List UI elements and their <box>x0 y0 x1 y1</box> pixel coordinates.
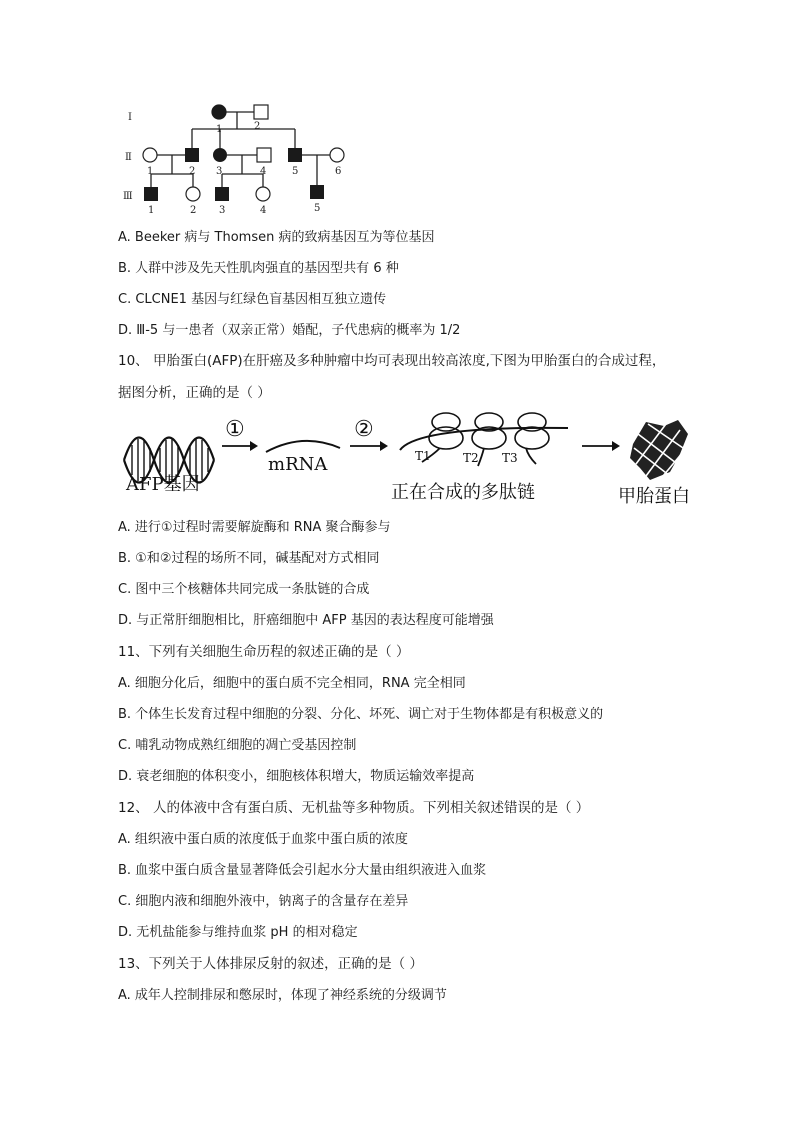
pedigree-label: 5 <box>314 203 321 214</box>
q10-option-c: C. 图中三个核糖体共同完成一条肽链的合成 <box>118 582 370 597</box>
step2-label: ② <box>354 417 374 442</box>
step1-label: ① <box>225 417 245 442</box>
q9-option-b: B. 人群中涉及先天性肌肉强直的基因型共有 6 种 <box>118 261 399 276</box>
generation-label-3: Ⅲ <box>123 191 133 202</box>
pedigree-label: 2 <box>189 166 196 177</box>
q10-option-a: A. 进行①过程时需要解旋酶和 RNA 聚合酶参与 <box>118 520 391 535</box>
pedigree-iii3-affected-male <box>215 187 229 201</box>
ribosome-label-t3: T3 <box>502 451 518 465</box>
q12-stem: 12、 人的体液中含有蛋白质、无机盐等多种物质。下列相关叙述错误的是（ ） <box>118 800 590 816</box>
arrow-icon <box>250 441 258 451</box>
q11-option-c: C. 哺乳动物成熟红细胞的凋亡受基因控制 <box>118 738 357 753</box>
q13-option-a: A. 成年人控制排尿和憋尿时，体现了神经系统的分级调节 <box>118 988 447 1003</box>
pedigree-label: 3 <box>219 205 226 216</box>
q11-option-b: B. 个体生长发育过程中细胞的分裂、分化、坏死、调亡对于生物体都是有积极意义的 <box>118 707 604 722</box>
chain-label: 正在合成的多肽链 <box>391 482 535 503</box>
q12-option-b: B. 血浆中蛋白质含量显著降低会引起水分大量由组织液进入血浆 <box>118 863 487 878</box>
pedigree-ii2-affected-male <box>185 148 199 162</box>
pedigree-chart <box>118 96 358 220</box>
ribosome-icon <box>429 413 549 449</box>
pedigree-label: 1 <box>148 205 155 216</box>
protein-icon <box>630 420 688 480</box>
q13-stem: 13、下列关于人体排尿反射的叙述，正确的是（ ） <box>118 956 423 972</box>
pedigree-label: 2 <box>190 205 197 216</box>
q12-option-a: A. 组织液中蛋白质的浓度低于血浆中蛋白质的浓度 <box>118 832 408 847</box>
pedigree-label: 1 <box>216 124 223 135</box>
pedigree-i1-affected-female <box>212 105 226 119</box>
pedigree-label: 3 <box>216 166 223 177</box>
arrow-icon <box>380 441 388 451</box>
pedigree-label: 5 <box>292 166 299 177</box>
protein-label: 甲胎蛋白 <box>618 486 690 507</box>
pedigree-label: 4 <box>260 205 267 216</box>
pedigree-iii1-affected-male <box>144 187 158 201</box>
q12-option-d: D. 无机盐能参与维持血浆 pH 的相对稳定 <box>118 925 358 940</box>
q9-option-d: D. Ⅲ-5 与一患者（双亲正常）婚配，子代患病的概率为 1/2 <box>118 323 461 338</box>
generation-label-2: Ⅱ <box>125 152 132 163</box>
mrna-label: mRNA <box>268 454 328 475</box>
q10-stem-line1: 10、 甲胎蛋白(AFP)在肝癌及多种肿瘤中均可表现出较高浓度,下图为甲胎蛋白的合成过程， <box>118 353 666 369</box>
q10-stem-line2: 据图分析，正确的是（ ） <box>118 385 271 401</box>
pedigree-i2-normal-male <box>254 105 268 119</box>
pedigree-label: 6 <box>335 166 342 177</box>
pedigree-ii1-normal-female <box>143 148 157 162</box>
q12-option-c: C. 细胞内液和细胞外液中，钠离子的含量存在差异 <box>118 894 409 909</box>
afp-synthesis-figure <box>118 410 718 512</box>
pedigree-label: 4 <box>260 166 267 177</box>
pedigree-iii2-normal-female <box>186 187 200 201</box>
pedigree-ii3-affected-female <box>213 148 227 162</box>
ribosome-label-t1: T1 <box>415 449 431 463</box>
q11-option-a: A. 细胞分化后，细胞中的蛋白质不完全相同，RNA 完全相同 <box>118 676 466 691</box>
pedigree-ii5-affected-male <box>288 148 302 162</box>
pedigree-iii5-affected-male <box>310 185 324 199</box>
q10-option-d: D. 与正常肝细胞相比，肝癌细胞中 AFP 基因的表达程度可能增强 <box>118 613 494 628</box>
generation-label-1: Ⅰ <box>128 112 132 123</box>
arrow-icon <box>612 441 620 451</box>
q10-option-b: B. ①和②过程的场所不同，碱基配对方式相同 <box>118 551 380 566</box>
ribosome-label-t2: T2 <box>463 451 479 465</box>
mrna-strand <box>266 441 340 452</box>
q11-option-d: D. 衰老细胞的体积变小，细胞核体积增大，物质运输效率提高 <box>118 769 475 784</box>
pedigree-label: 1 <box>147 166 154 177</box>
q11-stem: 11、下列有关细胞生命历程的叙述正确的是（ ） <box>118 644 410 660</box>
pedigree-ii4-normal-male <box>257 148 271 162</box>
pedigree-ii6-normal-female <box>330 148 344 162</box>
gene-label: AFP基因 <box>126 474 200 495</box>
q9-option-c: C. CLCNE1 基因与红绿色盲基因相互独立遗传 <box>118 292 387 307</box>
pedigree-label: 2 <box>254 121 261 132</box>
q9-option-a: A. Beeker 病与 Thomsen 病的致病基因互为等位基因 <box>118 230 435 245</box>
pedigree-iii4-normal-female <box>256 187 270 201</box>
